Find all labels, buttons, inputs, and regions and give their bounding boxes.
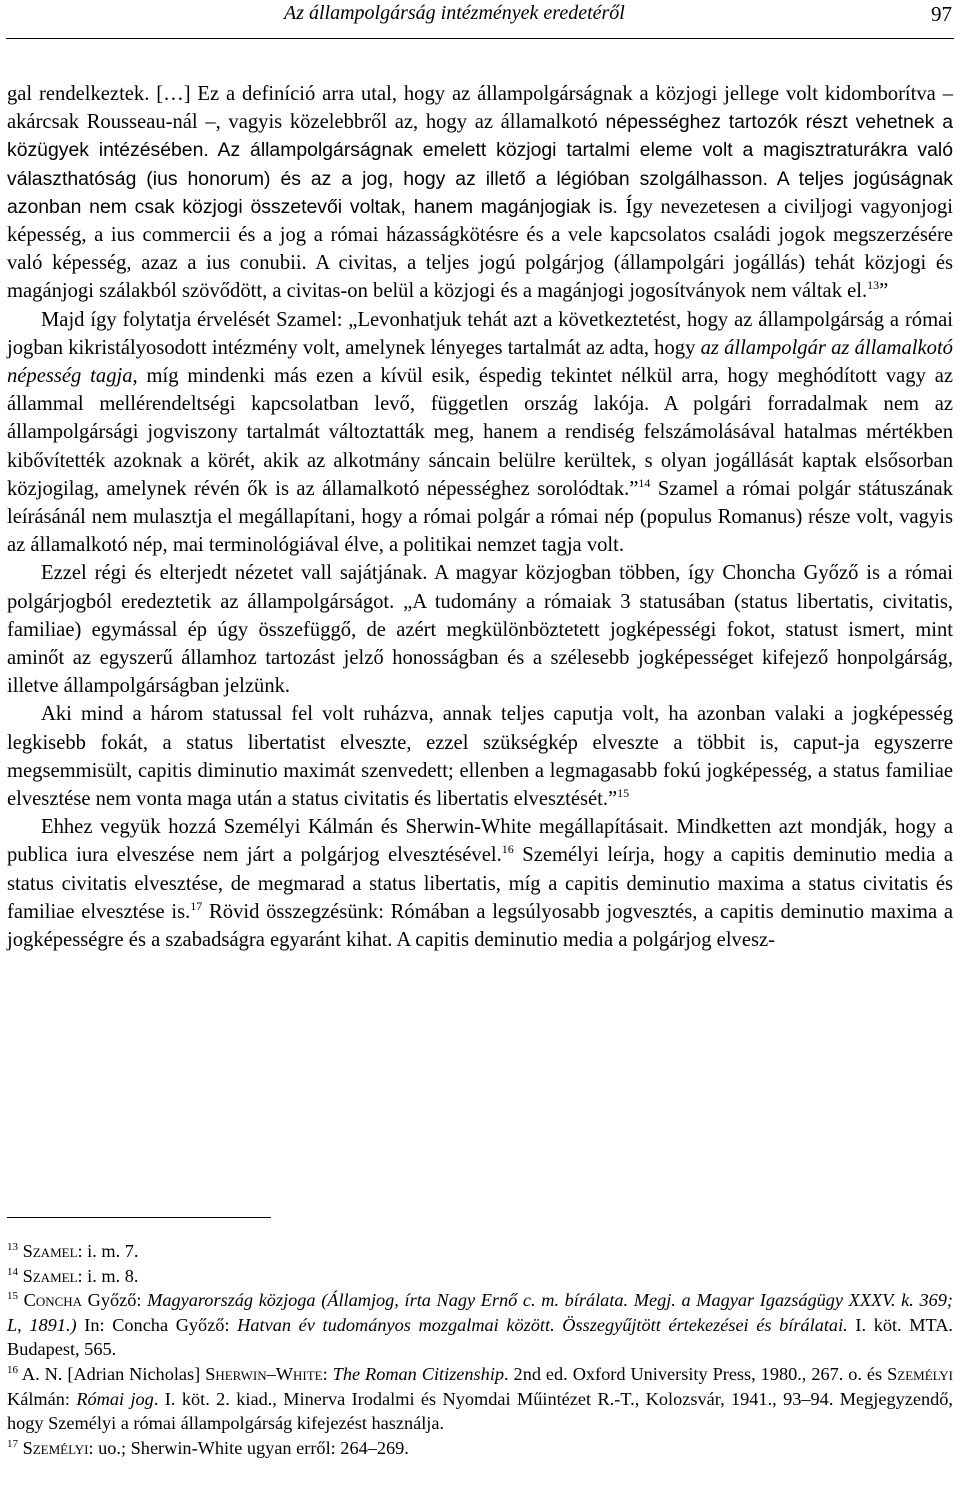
footnote-ref-14[interactable]: 14 [638, 475, 651, 490]
footnote-author: Sherwin–White [205, 1363, 323, 1384]
footnote-13 [7, 1239, 953, 1264]
footnote-17 [7, 1436, 953, 1461]
body-text [7, 80, 953, 954]
header-rule [6, 38, 954, 39]
footnote-text: : i. m. 7. [77, 1241, 139, 1261]
footnote-text: : uo.; Sherwin-White ugyan erről: 264–269. [88, 1437, 409, 1458]
footnote-16 [7, 1362, 953, 1436]
footnote-text: In: Concha Győző: [76, 1314, 238, 1335]
page-number: 97 [931, 2, 952, 26]
footnote-text: Győző: [82, 1290, 148, 1311]
footnote-ref-15[interactable]: 15 [617, 786, 630, 801]
footnote-14 [7, 1264, 953, 1289]
footnote-ref-13[interactable]: 13 [867, 278, 880, 293]
footnote-author: Személyi [887, 1363, 953, 1384]
footnote-text: Kálmán: [7, 1388, 77, 1409]
footnote-number: 14 [7, 1265, 18, 1278]
footnote-text: . 2nd ed. Oxford University Press, 1980., 267. o. és [504, 1363, 888, 1384]
footnote-ref-16[interactable]: 16 [501, 842, 514, 857]
footnote-number: 16 [7, 1363, 18, 1376]
paragraph-1-text: gal rendelkeztek. […] Ez a definíció arra utal, hogy az állampolgárságnak a közjogi jellege volt kidomborítva – akárcsak Rousseau-nál –, vagyis közelebbről az, hogy az államalkotó [7, 83, 953, 134]
footnote-text: I. köt. MTA. Budapest, 565. [7, 1314, 953, 1360]
footnote-text: . I. köt. 2. kiad., Minerva Irodalmi és Nyomdai Műintézet R.-T., Kolozsvár, 1941., 93–94. Megjegyzendő, hogy Személyi a római állampolgárság kifejezést használja. [7, 1388, 953, 1434]
footnote-number: 17 [7, 1437, 18, 1450]
paragraph-5 [7, 813, 953, 954]
footnote-author: Szamel [22, 1241, 78, 1261]
footnote-ref-17[interactable]: 17 [190, 898, 203, 913]
footnote-title: Római jog [76, 1388, 154, 1409]
paragraph-4-text: Aki mind a három statussal fel volt ruházva, annak teljes caputja volt, ha azonban valaki a jogképesség legkisebb fokát, a status libertatist elveszte, ezzel szükségkép elveszte a többit is, caput-ja egyszerre megsemmisült, capitis diminutio maximát szenvedett; ellenben a legmagasabb fokú jogképesség, a status familiae elvesztése nem vonta maga után a status civitatis és libertatis elvesztését.” [7, 703, 953, 811]
footnote-text: : i. m. 8. [77, 1265, 139, 1286]
running-title: Az állampolgárság intézmények eredetéről [284, 2, 625, 24]
page-header [0, 2, 960, 36]
paragraph-2-italic: az állampolgár az államalkotó népesség tagja [7, 336, 953, 388]
paragraph-4 [7, 700, 953, 813]
paragraph-1-sans-text: népességhez tartozók részt vehetnek a közügyek intézésében. Az állampolgárságnak emelett közjogi tartalmi eleme volt a magisztraturákra való választhatóság (ius honorum) és az a jog, hogy az illető a légióban szolgálhasson. A teljes jogúságnak azonban nem csak közjogi összetevői voltak, hanem magánjogiak is. [7, 111, 953, 218]
footnote-title: Magyarország közjoga (Államjog, írta Nagy Ernő c. m. bírálata. Megj. a Magyar Igazságügy XXXV. k. 369; L, 1891.) [7, 1290, 953, 1335]
footnote-title: Hatvan év tudományos mozgalmai között. Összegyűjtött értekezései és bírálatai. [237, 1314, 848, 1335]
footnote-separator [7, 1217, 271, 1218]
paragraph-5-text: Ehhez vegyük hozzá Személyi Kálmán és Sherwin-White megállapításait. Mindketten azt mondják, hogy a publica iura elveszése nem járt a polgárjog elvesztésével. [7, 816, 953, 867]
footnotes [7, 1239, 953, 1460]
paragraph-2-text-end: Szamel a római polgár státuszának leírásánál nem mulasztja el megállapítani, hogy a római polgár a római nép (populus Romanus) része volt, vagyis az államalkotó nép, mai terminológiával élve, a politikai nemzet tagja volt. [7, 477, 953, 557]
footnote-15 [7, 1288, 953, 1362]
footnote-author: Személyi [22, 1437, 89, 1458]
footnote-author: Szamel [22, 1265, 78, 1286]
closing-quote: ” [879, 280, 889, 303]
footnote-text: : [322, 1363, 333, 1384]
paragraph-2 [7, 306, 953, 560]
footnote-author: Concha [23, 1290, 83, 1311]
footnote-number: 15 [7, 1290, 18, 1303]
paragraph-5-text-cont: Személyi leírja, hogy a capitis deminutio media a status civitatis elvesztése, de megmarad a status libertatis, míg a capitis deminutio maxima a status civitatis és familiae elvesztése is. [7, 844, 953, 923]
paragraph-2-text-cont: , míg mindenki más ezen a kívül esik, éspedig tekintet nélkül arra, hogy meghódított vagy az állammal mellérendeltségi kapcsolatban levő, független ország lakója. A polgári forradalmak nem az állampolgársági jogviszony tartalmát változtatták meg, hanem a rendiség felszámolásával hatalmas mértékben kibővítették azoknak a körét, akik az alkotmány sáncain belülre kerültek, s olyan jogállását kaptak elsősorban közjogilag, amelynek révén ők is az államalkotó népességhez sorolódtak.” [7, 365, 953, 500]
paragraph-1-text-cont: Így nevezetesen a civiljogi vagyonjogi képesség, a ius commercii és a jog a római házasságkötésre és a vele kapcsolatos családi jogok megszerzésére való képesség, azaz a ius conubii. A civitas, a teljes jogú polgárjog (állampolgári jogállás) tehát közjogi és magánjogi szálakból szövődött, a civitas-on belül a közjogi és a magánjogi jogosítványok nem váltak el. [7, 195, 953, 303]
footnote-title: The Roman Citizenship [332, 1363, 505, 1384]
paragraph-2-text: Majd így folytatja érvelését Szamel: „Levonhatjuk tehát azt a következtetést, hogy az állampolgárság a római jogban kikristályosodott intézmény volt, amelynek lényeges tartalmát az adta, hogy [7, 308, 953, 359]
paragraph-5-text-end: Rövid összegzésünk: Rómában a legsúlyosabb jogvesztés, a capitis deminutio maxima a jogképességre és a szabadságra egyaránt kihat. A capitis deminutio media a polgárjog elvesz- [7, 900, 953, 952]
footnote-number: 13 [7, 1241, 18, 1253]
paragraph-1 [7, 80, 953, 306]
paragraph-3: Ezzel régi és elterjedt nézetet vall sajátjának. A magyar közjogban többen, így Choncha Győző is a római polgárjogból eredeztetik az állampolgárságot. „A tudomány a rómaiak 3 statusában (status libertatis, civitatis, familiae) egymással ép úgy összefüggő, de azért megkülönböztetett jogképességi fokot, statust ismert, mint aminőt az egyszerű államhoz tartozást jelző honosságban és a szélesebb jogképességet kifejező honpolgárság, illetve állampolgárságban jelzünk. [7, 562, 953, 698]
footnote-text: A. N. [Adrian Nicholas] [18, 1363, 206, 1384]
